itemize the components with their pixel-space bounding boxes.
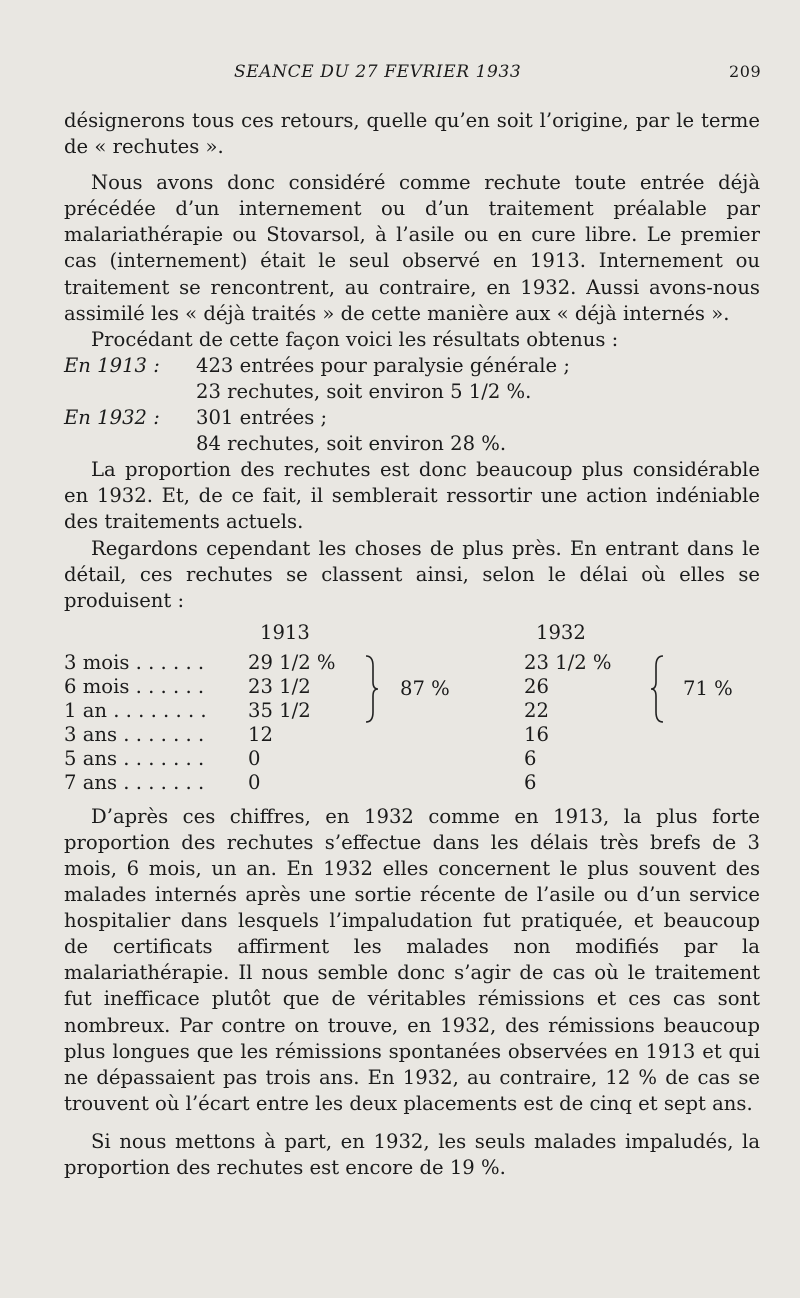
table-cell-1913: 23 1/2 bbox=[248, 674, 311, 698]
brace-1913 bbox=[364, 654, 380, 724]
table-cell-delay: 5 ans . . . . . . . bbox=[64, 746, 205, 770]
paragraph: Procédant de cette façon voici les résultats obtenus : bbox=[91, 327, 619, 351]
page-body bbox=[64, 108, 760, 1181]
stat-1932-entries: 301 entrées ; bbox=[196, 406, 328, 430]
page-number: 209 bbox=[729, 62, 762, 81]
stat-1913-relapses: 23 rechutes, soit environ 5 1/2 %. bbox=[196, 379, 532, 403]
table-header-1932: 1932 bbox=[536, 620, 586, 644]
paragraph: désignerons tous ces retours, quelle qu’en soit l’origine, par le terme de « rechutes ». bbox=[64, 109, 760, 159]
paragraph: D’après ces chiffres, en 1932 comme en 1913, la plus forte proportion des rechutes s’effectue dans les délais très brefs de 3 mois, 6 mois, un an. En 1932 elles concernent le plus souvent des malades internés après une sortie récente de l’asile ou d’un service hospitalier dans lesquels l’impaludation fut pratiquée, et beaucoup de certificats affirment les malades non modifiés par la malariathérapie. Il nous semble donc s’agir de cas où le traitement fut inefficace plutôt que de véritables rémissions et ces cas sont nombreux. Par contre on trouve, en 1932, des rémissions beaucoup plus longues que les rémissions spontanées observées en 1913 et qui ne dépassaient pas trois ans. En 1932, au contraire, 12 % de cas se trouvent où l’écart entre les deux placements est de cinq et sept ans. bbox=[64, 804, 760, 1115]
table-cell-1913: 12 bbox=[248, 722, 273, 746]
stat-1913-label: En 1913 : bbox=[64, 353, 160, 377]
table-cell-1932: 26 bbox=[524, 674, 549, 698]
paragraph: Si nous mettons à part, en 1932, les seuls malades impaludés, la proportion des rechutes est encore de 19 %. bbox=[64, 1129, 760, 1179]
table-cell-delay: 3 mois . . . . . . bbox=[64, 650, 205, 674]
table-header-1913: 1913 bbox=[260, 620, 310, 644]
group-total-1932: 71 % bbox=[683, 676, 733, 700]
brace-1932 bbox=[649, 654, 665, 724]
table-cell-1932: 22 bbox=[524, 698, 549, 722]
table-cell-1932: 6 bbox=[524, 770, 537, 794]
table-cell-1932: 16 bbox=[524, 722, 549, 746]
paragraph: La proportion des rechutes est donc beaucoup plus considérable en 1932. Et, de ce fait, il semblerait ressortir une action indéniable des traitements actuels. bbox=[64, 458, 760, 534]
table-cell-1932: 6 bbox=[524, 746, 537, 770]
stat-1913-line1 bbox=[64, 353, 760, 379]
table-cell-1932: 23 1/2 % bbox=[524, 650, 612, 674]
stat-1913-line2 bbox=[64, 379, 760, 405]
table-cell-delay: 3 ans . . . . . . . bbox=[64, 722, 205, 746]
group-total-1913: 87 % bbox=[400, 676, 450, 700]
stat-1932-line2 bbox=[64, 431, 760, 457]
table-cell-1913: 29 1/2 % bbox=[248, 650, 336, 674]
relapse-delay-table bbox=[64, 620, 760, 800]
table-cell-delay: 1 an . . . . . . . . bbox=[64, 698, 207, 722]
table-cell-delay: 6 mois . . . . . . bbox=[64, 674, 205, 698]
stat-1913-entries: 423 entrées pour paralysie générale ; bbox=[196, 353, 570, 377]
stat-1932-line1 bbox=[64, 405, 760, 431]
paragraph: Regardons cependant les choses de plus près. En entrant dans le détail, ces rechutes se classent ainsi, selon le délai où elles se produisent : bbox=[64, 536, 760, 612]
table-cell-1913: 35 1/2 bbox=[248, 698, 311, 722]
header-title: SEANCE DU 27 FEVRIER 1933 bbox=[234, 62, 522, 82]
stat-1932-relapses: 84 rechutes, soit environ 28 %. bbox=[196, 432, 507, 456]
running-header bbox=[0, 62, 800, 92]
table-cell-1913: 0 bbox=[248, 770, 261, 794]
paragraph: Nous avons donc considéré comme rechute toute entrée déjà précédée d’un internement ou d’un traitement préalable par malariathérapie ou Stovarsol, à l’asile ou en cure libre. Le premier cas (internement) était le seul observé en 1913. Internement ou traitement se rencontrent, au contraire, en 1932. Aussi avons-nous assimilé les « déjà traités » de cette manière aux « déjà internés ». bbox=[64, 171, 760, 325]
table-cell-1913: 0 bbox=[248, 746, 261, 770]
table-cell-delay: 7 ans . . . . . . . bbox=[64, 770, 205, 794]
stat-1932-label: En 1932 : bbox=[64, 406, 160, 430]
